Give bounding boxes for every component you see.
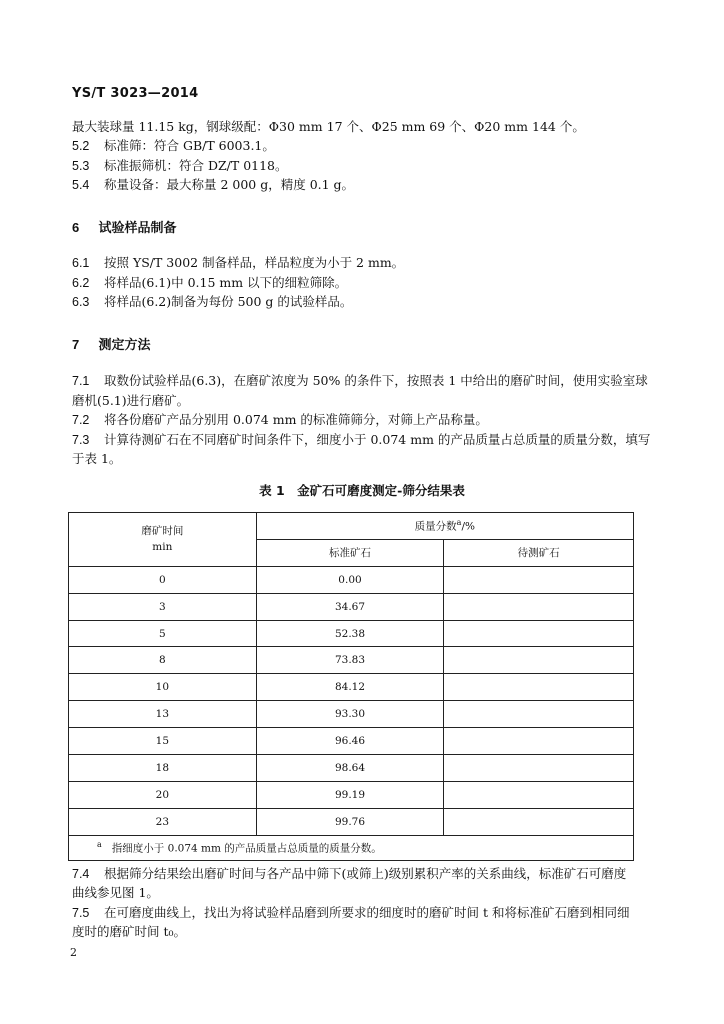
- cell-standard: 99.19: [256, 781, 444, 808]
- section-title: 测定方法: [98, 338, 151, 353]
- clause-number: 6.3: [72, 295, 90, 309]
- section-number: 7: [72, 337, 80, 352]
- cell-test: [444, 755, 634, 782]
- intro-line: 最大装球量 11.15 kg，钢球级配：Φ30 mm 17 个、Φ25 mm 69 个、Φ20 mm 144 个。: [72, 119, 585, 134]
- clause-7-1-cont: 磨机(5.1)进行磨矿。: [72, 393, 190, 408]
- clause-number: 6.1: [72, 256, 90, 270]
- cell-time: 5: [69, 620, 257, 647]
- clause-number: 7.3: [72, 433, 90, 447]
- header-test-ore: 待测矿石: [444, 539, 634, 566]
- table-row: [69, 755, 634, 782]
- cell-standard: 52.38: [256, 620, 444, 647]
- section-title: 试验样品制备: [98, 221, 177, 236]
- table-row: [69, 701, 634, 728]
- cell-time: 8: [69, 647, 257, 674]
- header-time-unit: min: [152, 541, 173, 554]
- clause-number: 6.2: [72, 276, 90, 290]
- section-number: 6: [72, 220, 80, 235]
- clause-text: 根据筛分结果绘出磨矿时间与各产品中筛下(或筛上)级别累积产率的关系曲线，标准矿石可磨度: [103, 866, 627, 881]
- cell-test: [444, 620, 634, 647]
- cell-time: 23: [69, 808, 257, 835]
- cell-time: 20: [69, 781, 257, 808]
- clause-7-3: [72, 431, 650, 449]
- clause-text: 标准筛：符合 GB/T 6003.1。: [103, 138, 275, 153]
- cell-time: 13: [69, 701, 257, 728]
- clause-number: 7.1: [72, 374, 90, 388]
- table-row: [69, 781, 634, 808]
- cell-standard: 84.12: [256, 674, 444, 701]
- cell-test: [444, 647, 634, 674]
- page-number: 2: [70, 946, 77, 959]
- clause-text: 按照 YS/T 3002 制备样品，样品粒度为小于 2 mm。: [103, 255, 405, 270]
- clause-7-2: [72, 411, 488, 429]
- cell-test: [444, 728, 634, 755]
- clause-5-4: [72, 176, 354, 194]
- cell-test: [444, 701, 634, 728]
- table-caption: 表 1 金矿石可磨度测定-筛分结果表: [259, 483, 465, 498]
- footnote-mark: a: [97, 839, 102, 849]
- header-time-label: 磨矿时间: [141, 525, 184, 538]
- section-6-heading: [72, 217, 177, 236]
- clause-7-1: [72, 372, 648, 390]
- clause-7-5-cont: 度时的磨矿时间 t₀。: [72, 924, 187, 939]
- footnote-ref: a: [456, 518, 462, 528]
- clause-7-3-cont: 于表 1。: [72, 451, 122, 466]
- clause-5-3: [72, 157, 288, 175]
- section-7-heading: [72, 334, 151, 353]
- table-row: [69, 620, 634, 647]
- clause-5-2: [72, 137, 275, 155]
- table-row: [69, 808, 634, 835]
- clause-text: 标准振筛机：符合 DZ/T 0118。: [103, 158, 288, 173]
- results-table: [68, 512, 634, 861]
- clause-number: 5.4: [72, 178, 90, 192]
- cell-test: [444, 781, 634, 808]
- clause-text: 将样品(6.2)制备为每份 500 g 的试验样品。: [103, 294, 353, 309]
- clause-number: 5.3: [72, 159, 90, 173]
- table-row: [69, 647, 634, 674]
- clause-text: 取数份试验样品(6.3)，在磨矿浓度为 50% 的条件下，按照表 1 中给出的磨矿时间，使用实验室球: [103, 373, 648, 388]
- table-row: [69, 593, 634, 620]
- clause-6-2: [72, 274, 347, 292]
- cell-time: 0: [69, 566, 257, 593]
- clause-text: 将样品(6.1)中 0.15 mm 以下的细粒筛除。: [103, 275, 348, 290]
- mass-fraction-label: 质量分数: [414, 520, 457, 533]
- clause-6-1: [72, 254, 404, 272]
- table-footnote: [69, 835, 634, 860]
- clause-number: 5.2: [72, 139, 90, 153]
- cell-test: [444, 566, 634, 593]
- header-grinding-time: [69, 513, 257, 567]
- clause-number: 7.2: [72, 413, 90, 427]
- cell-time: 15: [69, 728, 257, 755]
- table-row: [69, 674, 634, 701]
- clause-number: 7.4: [72, 867, 90, 881]
- cell-time: 10: [69, 674, 257, 701]
- standard-header: YS/T 3023—2014: [72, 86, 199, 101]
- clause-text: 计算待测矿石在不同磨矿时间条件下，细度小于 0.074 mm 的产品质量占总质量的质量分数，填写: [103, 432, 651, 447]
- cell-test: [444, 808, 634, 835]
- cell-time: 3: [69, 593, 257, 620]
- clause-6-3: [72, 293, 352, 311]
- cell-standard: 34.67: [256, 593, 444, 620]
- cell-standard: 98.64: [256, 755, 444, 782]
- cell-standard: 99.76: [256, 808, 444, 835]
- header-mass-fraction: [256, 513, 633, 540]
- mass-fraction-unit: /%: [461, 520, 475, 533]
- cell-test: [444, 674, 634, 701]
- header-standard-ore: 标准矿石: [256, 539, 444, 566]
- table-row: [69, 728, 634, 755]
- cell-standard: 93.30: [256, 701, 444, 728]
- clause-text: 称量设备：最大称量 2 000 g，精度 0.1 g。: [103, 177, 355, 192]
- clause-text: 在可磨度曲线上，找出为将试验样品磨到所要求的细度时的磨矿时间 t 和将标准矿石磨到相同细: [103, 905, 630, 920]
- clause-7-4-cont: 曲线参见图 1。: [72, 885, 159, 900]
- cell-time: 18: [69, 755, 257, 782]
- cell-test: [444, 593, 634, 620]
- clause-text: 将各份磨矿产品分别用 0.074 mm 的标准筛筛分，对筛上产品称量。: [103, 412, 488, 427]
- clause-7-4: [72, 865, 626, 883]
- table-row: [69, 566, 634, 593]
- footnote-text: 指细度小于 0.074 mm 的产品质量占总质量的质量分数。: [111, 842, 382, 855]
- clause-7-5: [72, 904, 629, 922]
- cell-standard: 96.46: [256, 728, 444, 755]
- clause-number: 7.5: [72, 906, 90, 920]
- cell-standard: 0.00: [256, 566, 444, 593]
- cell-standard: 73.83: [256, 647, 444, 674]
